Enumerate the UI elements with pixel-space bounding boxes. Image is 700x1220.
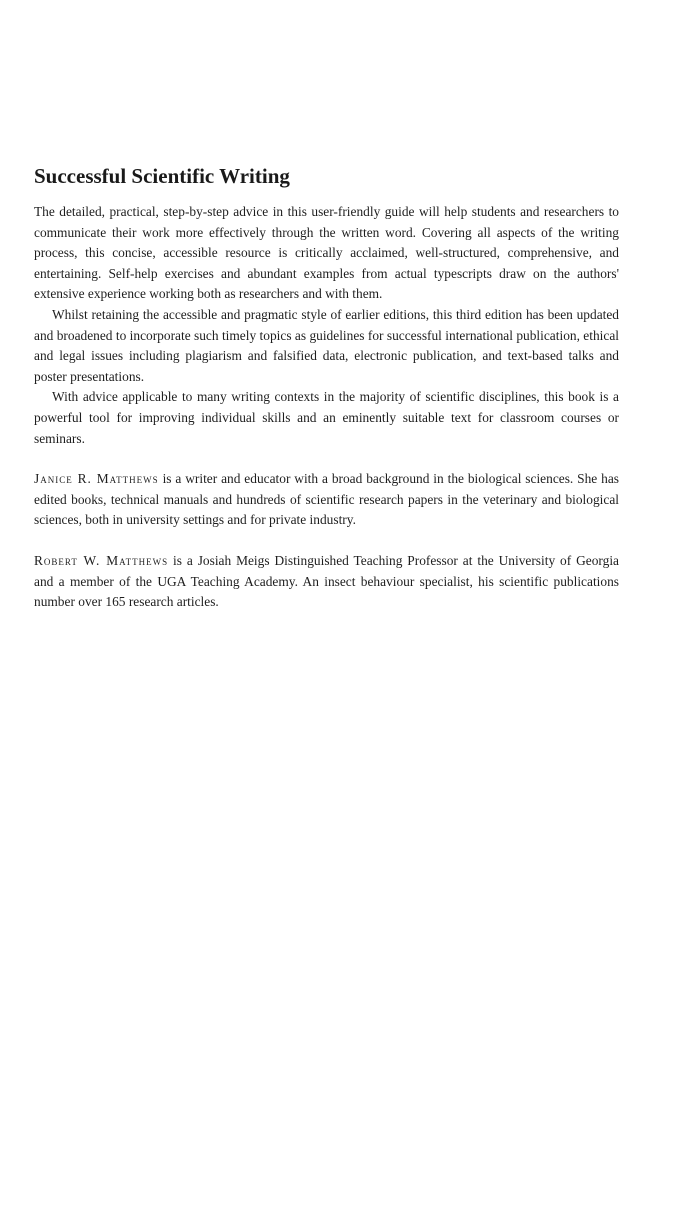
author-bio-janice [34, 469, 619, 531]
description-paragraph-3: With advice applicable to many writing contexts in the majority of scientific disciplines, this book is a powerful tool for improving individual skills and an eminently suitable text for classroom courses or seminars. [34, 389, 619, 446]
author-bio-text-janice: is a writer and educator with a broad background in the biological sciences. She has edited books, technical manuals and hundreds of scientific research papers in the veterinary and biological sciences, both in university settings and for private industry. [34, 471, 619, 528]
author-name-robert: Robert W. Matthews [34, 552, 169, 568]
section-spacer [34, 531, 619, 551]
book-blurb-page [34, 162, 619, 613]
book-title: Successful Scientific Writing [34, 164, 290, 188]
description-paragraph-1: The detailed, practical, step-by-step advice in this user-friendly guide will help students and researchers to communicate their work more effectively through the written word. Covering all aspects of the writing process, this concise, accessible resource is critically acclaimed, well-structured, comprehensive, and entertaining. Self-help exercises and abundant examples from actual typescripts draw on the authors' extensive experience working both as researchers and with them. [34, 204, 619, 302]
author-name-janice: Janice R. Matthews [34, 471, 159, 487]
author-bio-text-robert: is a Josiah Meigs Distinguished Teaching Professor at the University of Georgia and a member of the UGA Teaching Academy. An insect behaviour specialist, his scientific publications number over 165 research articles. [34, 552, 619, 610]
description-paragraph-2: Whilst retaining the accessible and pragmatic style of earlier editions, this third edition has been updated and broadened to incorporate such timely topics as guidelines for successful international publication, ethical and legal issues including plagiarism and falsified data, electronic publication, and text-based talks and poster presentations. [34, 306, 619, 384]
section-spacer [34, 449, 619, 469]
author-bio-robert [34, 551, 619, 613]
